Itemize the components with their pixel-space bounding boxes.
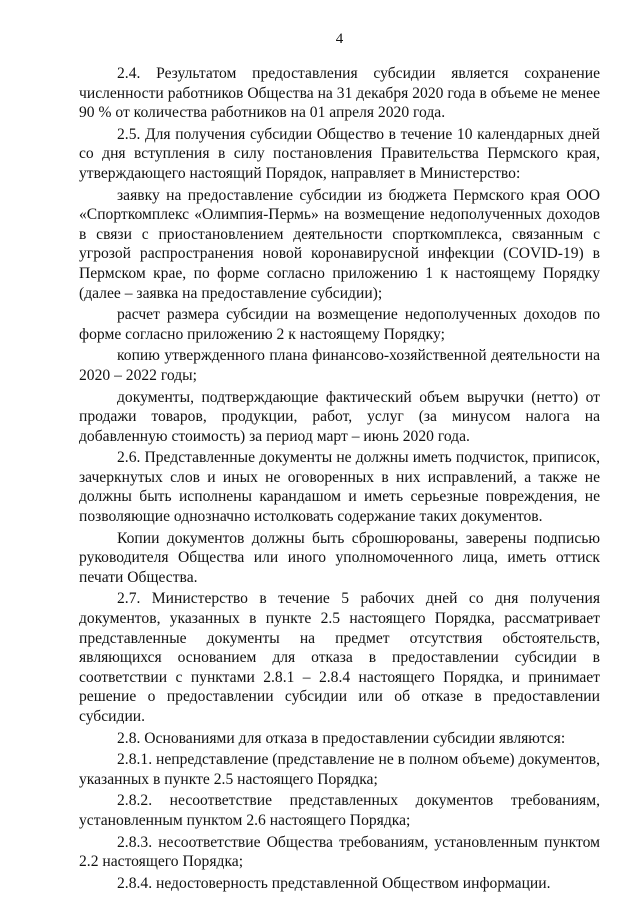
paragraph-revenue-documents: документы, подтверждающие фактический объем выручки (нетто) от продажи товаров, продукции, работ, услуг (за минусом налога на добавленную стоимость) за период март – июнь 2020 года.	[79, 388, 600, 445]
paragraph-copies: Копии документов должны быть сброшюрованы, заверены подписью руководителя Общества или иного уполномоченного лица, иметь оттиск печати Общества.	[79, 529, 600, 586]
paragraph-2-8-4: 2.8.4. недостоверность представленной Обществом информации.	[117, 874, 551, 892]
paragraph-2-5: 2.5. Для получения субсидии Общество в течение 10 календарных дней со дня вступления в силу постановления Правительства Пермского края, утверждающего настоящий Порядок, направляет в Министерство:	[79, 125, 600, 182]
paragraph-calculation: расчет размера субсидии на возмещение недополученных доходов по форме согласно приложению 2 к настоящему Порядку;	[79, 306, 600, 343]
paragraph-2-8-2: 2.8.2. несоответствие представленных документов требованиям, установленным пунктом 2.6 настоящего Порядка;	[79, 792, 600, 829]
paragraph-2-7: 2.7. Министерство в течение 5 рабочих дней со дня получения документов, указанных в пункте 2.5 настоящего Порядка, рассматривает представленные документы на предмет отсутствия обстоятельств, являющихся основанием для отказа в предоставлении субсидии в соответствии с пунктами 2.8.1 – 2.8.4 настоящего Порядка, и принимает решение о предоставлении субсидии или об отказе в предоставлении субсидии.	[79, 590, 600, 725]
paragraph-2-8: 2.8. Основаниями для отказа в предоставлении субсидии являются:	[117, 729, 566, 747]
paragraph-2-8-3: 2.8.3. несоответствие Общества требованиям, установленным пунктом 2.2 настоящего Порядка;	[79, 833, 600, 871]
paragraph-2-6: 2.6. Представленные документы не должны иметь подчисток, приписок, зачеркнутых слов и иных не оговоренных в них исправлений, а также не должны быть исполнены карандашом и иметь серьезные повреждения, не позволяющие однозначно истолковать содержание таких документов.	[79, 449, 600, 526]
paragraph-2-8-1: 2.8.1. непредставление (представление не в полном объеме) документов, указанных в пункте 2.5 настоящего Порядка;	[79, 751, 600, 788]
paragraph-2-4: 2.4. Результатом предоставления субсидии является сохранение численности работников Общества на 31 декабря 2020 года в объеме не менее 90 % от количества работников на 01 апреля 2020 года.	[79, 65, 600, 122]
paragraph-plan-copy: копию утвержденного плана финансово-хозяйственной деятельности на 2020 – 2022 годы;	[79, 347, 600, 384]
page-number: 4	[335, 31, 344, 47]
document-body	[79, 64, 600, 893]
paragraph-application: заявку на предоставление субсидии из бюджета Пермского края ООО «Спорткомплекс «Олимпия-Пермь» на возмещение недополученных доходов в связи с приостановлением деятельности спорткомплекса, связанным с угрозой распространения новой коронавирусной инфекции (COVID-19) в Пермском крае, по форме согласно приложению 1 к настоящему Порядку (далее – заявка на предоставление субсидии);	[79, 186, 600, 302]
